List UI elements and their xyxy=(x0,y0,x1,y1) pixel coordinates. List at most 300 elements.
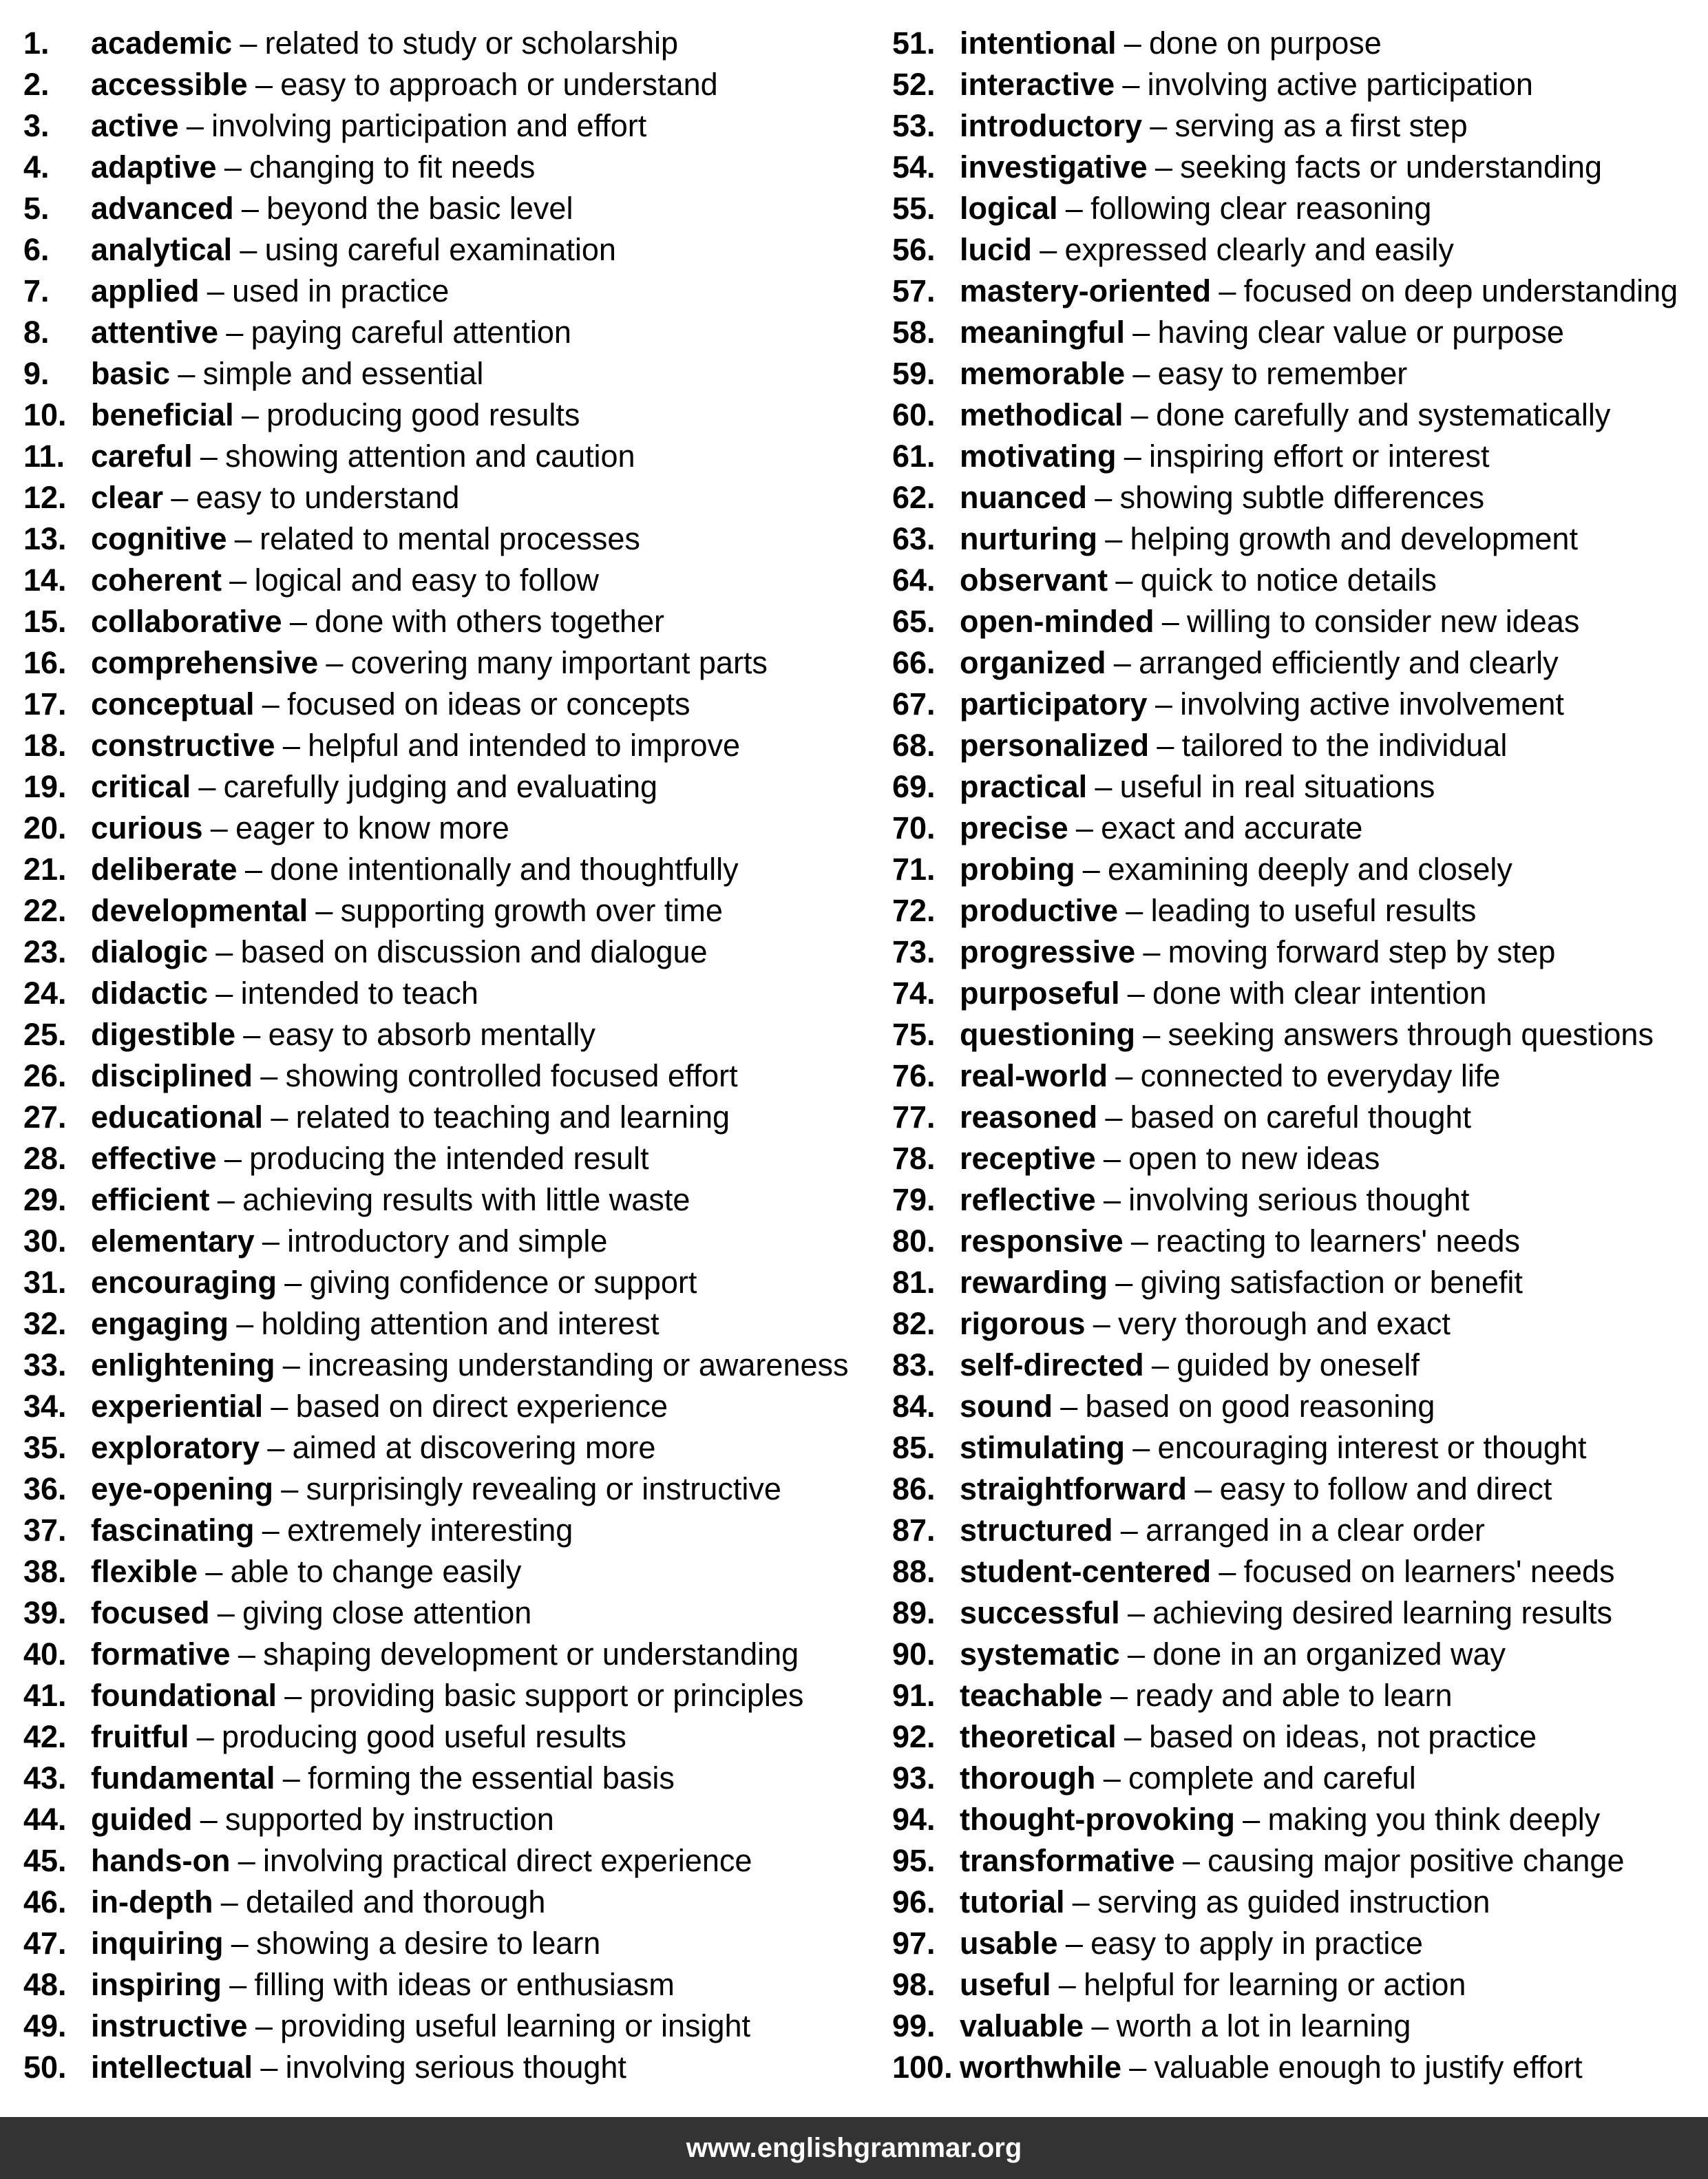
list-item xyxy=(23,766,877,808)
entry-word: digestible xyxy=(91,1017,236,1052)
entry-separator: – xyxy=(1095,480,1113,515)
entry-separator: – xyxy=(217,1595,235,1630)
entry-number: 89. xyxy=(892,1595,936,1630)
entry-definition: done carefully and systematically xyxy=(1156,397,1611,432)
entry-number: 66. xyxy=(892,645,936,680)
entry-number: 15. xyxy=(23,604,67,639)
entry-separator: – xyxy=(1132,315,1150,350)
entry-definition: achieving results with little waste xyxy=(242,1182,690,1217)
entry-definition: making you think deeply xyxy=(1267,1802,1601,1837)
entry-definition: using careful examination xyxy=(264,232,616,267)
entry-number: 13. xyxy=(23,521,67,556)
list-item xyxy=(892,1551,1708,1592)
entry-number: 54. xyxy=(892,149,936,185)
entry-definition: aimed at discovering more xyxy=(292,1430,656,1465)
list-item xyxy=(892,1262,1708,1303)
entry-definition: logical and easy to follow xyxy=(254,562,599,598)
entry-number: 27. xyxy=(23,1099,67,1135)
footer-bar xyxy=(0,2117,1708,2179)
entry-separator: – xyxy=(243,1017,261,1052)
list-item xyxy=(23,1716,877,1758)
entry-definition: supported by instruction xyxy=(225,1802,554,1837)
list-item xyxy=(892,766,1708,808)
entry-word: instructive xyxy=(91,2008,248,2043)
entry-definition: extremely interesting xyxy=(287,1513,573,1548)
list-item xyxy=(892,229,1708,271)
entry-definition: giving confidence or support xyxy=(309,1265,697,1300)
entry-number: 94. xyxy=(892,1802,936,1837)
entry-number: 16. xyxy=(23,645,67,680)
entry-separator: – xyxy=(205,1554,223,1589)
list-item xyxy=(23,1014,877,1055)
list-item xyxy=(892,1592,1708,1634)
list-item xyxy=(892,890,1708,931)
entry-separator: – xyxy=(1127,1636,1145,1672)
list-item xyxy=(23,808,877,849)
list-item xyxy=(892,1097,1708,1138)
entry-number: 72. xyxy=(892,893,936,928)
list-item xyxy=(23,601,877,642)
list-item xyxy=(892,1964,1708,2006)
entry-separator: – xyxy=(231,1926,249,1961)
list-item xyxy=(892,1510,1708,1551)
list-item xyxy=(892,2006,1708,2047)
list-item xyxy=(892,808,1708,849)
list-item xyxy=(23,105,877,147)
entry-number: 48. xyxy=(23,1967,67,2002)
entry-word: developmental xyxy=(91,893,308,928)
entry-definition: encouraging interest or thought xyxy=(1157,1430,1587,1465)
entry-word: educational xyxy=(91,1099,264,1135)
entry-separator: – xyxy=(1105,521,1123,556)
list-item xyxy=(23,931,877,973)
entry-definition: paying careful attention xyxy=(251,315,571,350)
entry-number: 50. xyxy=(23,2050,67,2085)
list-item xyxy=(23,1634,877,1675)
entry-definition: showing controlled focused effort xyxy=(285,1058,738,1093)
entry-word: precise xyxy=(960,810,1068,845)
entry-number: 91. xyxy=(892,1678,936,1713)
entry-number: 18. xyxy=(23,728,67,763)
entry-word: accessible xyxy=(91,67,248,102)
list-item xyxy=(23,1551,877,1592)
entry-number: 10. xyxy=(23,397,67,432)
entry-number: 56. xyxy=(892,232,936,267)
entry-separator: – xyxy=(1126,893,1143,928)
entry-definition: very thorough and exact xyxy=(1118,1306,1451,1341)
entry-number: 21. xyxy=(23,852,67,887)
entry-definition: involving serious thought xyxy=(1128,1182,1470,1217)
entry-separator: – xyxy=(1150,108,1168,143)
entry-word: self-directed xyxy=(960,1347,1144,1382)
entry-number: 70. xyxy=(892,810,936,845)
entry-number: 68. xyxy=(892,728,936,763)
entry-word: introductory xyxy=(960,108,1142,143)
entry-definition: focused on deep understanding xyxy=(1243,273,1678,308)
entry-number: 23. xyxy=(23,934,67,969)
list-item xyxy=(892,1469,1708,1510)
entry-number: 26. xyxy=(23,1058,67,1093)
entry-separator: – xyxy=(198,769,216,804)
entry-word: adaptive xyxy=(91,149,217,185)
list-item xyxy=(892,2047,1708,2088)
entry-number: 8. xyxy=(23,315,50,350)
entry-word: lucid xyxy=(960,232,1033,267)
entry-word: open-minded xyxy=(960,604,1155,639)
entry-word: methodical xyxy=(960,397,1124,432)
entry-number: 76. xyxy=(892,1058,936,1093)
entry-number: 51. xyxy=(892,25,936,61)
entry-word: deliberate xyxy=(91,852,238,887)
entry-word: reflective xyxy=(960,1182,1096,1217)
entry-number: 82. xyxy=(892,1306,936,1341)
entry-definition: giving satisfaction or benefit xyxy=(1140,1265,1523,1300)
entry-separator: – xyxy=(1155,686,1172,722)
list-item xyxy=(23,1510,877,1551)
entry-separator: – xyxy=(1095,769,1113,804)
entry-word: active xyxy=(91,108,179,143)
entry-definition: covering many important parts xyxy=(350,645,768,680)
entry-word: personalized xyxy=(960,728,1150,763)
entry-definition: guided by oneself xyxy=(1177,1347,1420,1382)
entry-definition: easy to understand xyxy=(196,480,460,515)
entry-word: basic xyxy=(91,356,171,391)
entry-definition: involving active participation xyxy=(1147,67,1533,102)
entry-number: 7. xyxy=(23,273,50,308)
entry-number: 44. xyxy=(23,1802,67,1837)
entry-separator: – xyxy=(210,810,228,845)
entry-separator: – xyxy=(262,686,280,722)
entry-word: efficient xyxy=(91,1182,210,1217)
entry-word: conceptual xyxy=(91,686,255,722)
entry-word: hands-on xyxy=(91,1843,231,1878)
entry-number: 5. xyxy=(23,191,50,226)
entry-separator: – xyxy=(200,439,218,474)
entry-word: useful xyxy=(960,1967,1051,2002)
entry-definition: producing the intended result xyxy=(249,1141,649,1176)
entry-word: attentive xyxy=(91,315,219,350)
list-item xyxy=(23,2006,877,2047)
entry-definition: showing attention and caution xyxy=(225,439,635,474)
entry-word: fascinating xyxy=(91,1513,255,1548)
entry-separator: – xyxy=(1127,1595,1145,1630)
entry-number: 57. xyxy=(892,273,936,308)
entry-word: straightforward xyxy=(960,1471,1188,1506)
entry-number: 20. xyxy=(23,810,67,845)
entry-separator: – xyxy=(171,480,189,515)
entry-number: 12. xyxy=(23,480,67,515)
entry-definition: focused on ideas or concepts xyxy=(287,686,690,722)
entry-definition: beyond the basic level xyxy=(266,191,573,226)
entry-definition: intended to teach xyxy=(240,976,478,1011)
entry-word: intentional xyxy=(960,25,1117,61)
entry-word: rigorous xyxy=(960,1306,1086,1341)
entry-separator: – xyxy=(1058,1967,1076,2002)
entry-definition: involving participation and effort xyxy=(211,108,647,143)
entry-definition: open to new ideas xyxy=(1128,1141,1380,1176)
entry-definition: worth a lot in learning xyxy=(1116,2008,1411,2043)
entry-number: 25. xyxy=(23,1017,67,1052)
entry-number: 22. xyxy=(23,893,67,928)
entry-separator: – xyxy=(224,149,242,185)
list-item xyxy=(23,64,877,105)
list-item xyxy=(892,23,1708,64)
entry-number: 30. xyxy=(23,1223,67,1259)
entry-definition: involving active involvement xyxy=(1180,686,1564,722)
entry-word: in-depth xyxy=(91,1884,213,1919)
entry-separator: – xyxy=(1040,232,1057,267)
entry-word: participatory xyxy=(960,686,1148,722)
list-item xyxy=(892,394,1708,436)
entry-definition: easy to remember xyxy=(1157,356,1408,391)
list-item xyxy=(892,105,1708,147)
entry-word: collaborative xyxy=(91,604,282,639)
entry-word: mastery-oriented xyxy=(960,273,1212,308)
list-item xyxy=(892,1427,1708,1469)
entry-separator: – xyxy=(1075,810,1093,845)
entry-word: valuable xyxy=(960,2008,1084,2043)
entry-word: focused xyxy=(91,1595,210,1630)
list-item xyxy=(23,1964,877,2006)
entry-word: teachable xyxy=(960,1678,1103,1713)
entry-number: 55. xyxy=(892,191,936,226)
list-item xyxy=(892,1882,1708,1923)
entry-definition: done with clear intention xyxy=(1152,976,1487,1011)
list-item xyxy=(23,1799,877,1840)
list-item xyxy=(892,1386,1708,1427)
entry-number: 3. xyxy=(23,108,50,143)
entry-separator: – xyxy=(1219,273,1236,308)
entry-separator: – xyxy=(215,976,233,1011)
entry-definition: tailored to the individual xyxy=(1181,728,1508,763)
entry-word: fruitful xyxy=(91,1719,189,1754)
entry-word: disciplined xyxy=(91,1058,253,1093)
entry-separator: – xyxy=(1219,1554,1236,1589)
entry-number: 40. xyxy=(23,1636,67,1672)
entry-separator: – xyxy=(1127,976,1145,1011)
entry-number: 73. xyxy=(892,934,936,969)
entry-separator: – xyxy=(284,1265,302,1300)
list-item xyxy=(23,1758,877,1799)
entry-word: receptive xyxy=(960,1141,1096,1176)
entry-word: clear xyxy=(91,480,164,515)
entry-definition: producing good results xyxy=(266,397,580,432)
entry-definition: expressed clearly and easily xyxy=(1064,232,1454,267)
list-item xyxy=(892,642,1708,684)
entry-word: structured xyxy=(960,1513,1113,1548)
entry-number: 60. xyxy=(892,397,936,432)
entry-separator: – xyxy=(262,1223,280,1259)
entry-word: eye-opening xyxy=(91,1471,274,1506)
entry-number: 53. xyxy=(892,108,936,143)
entry-number: 88. xyxy=(892,1554,936,1589)
entry-number: 35. xyxy=(23,1430,67,1465)
entry-separator: – xyxy=(1120,1513,1138,1548)
list-item xyxy=(892,477,1708,518)
entry-word: beneficial xyxy=(91,397,234,432)
entry-separator: – xyxy=(1124,1719,1141,1754)
entry-word: stimulating xyxy=(960,1430,1126,1465)
entry-separator: – xyxy=(226,315,244,350)
list-item xyxy=(892,312,1708,353)
list-item xyxy=(23,394,877,436)
entry-word: motivating xyxy=(960,439,1117,474)
entry-number: 11. xyxy=(23,439,65,474)
list-item xyxy=(892,725,1708,766)
entry-number: 71. xyxy=(892,852,936,887)
list-item xyxy=(23,1055,877,1097)
entry-number: 59. xyxy=(892,356,936,391)
entry-word: sound xyxy=(960,1389,1053,1424)
entry-separator: – xyxy=(1129,2050,1147,2085)
list-item xyxy=(892,973,1708,1014)
entry-word: practical xyxy=(960,769,1088,804)
entry-separator: – xyxy=(1182,1843,1200,1878)
entry-separator: – xyxy=(1113,645,1131,680)
entry-separator: – xyxy=(1072,1884,1090,1919)
entry-number: 52. xyxy=(892,67,936,102)
entry-number: 49. xyxy=(23,2008,67,2043)
entry-word: productive xyxy=(960,893,1119,928)
list-item xyxy=(23,23,877,64)
entry-definition: done with others together xyxy=(315,604,664,639)
entry-number: 83. xyxy=(892,1347,936,1382)
list-item xyxy=(892,353,1708,394)
entry-separator: – xyxy=(282,1347,300,1382)
entry-separator: – xyxy=(229,562,247,598)
entry-separator: – xyxy=(240,232,257,267)
entry-word: investigative xyxy=(960,149,1148,185)
entry-definition: complete and careful xyxy=(1128,1760,1416,1796)
list-item xyxy=(23,229,877,271)
entry-separator: – xyxy=(1130,397,1148,432)
entry-separator: – xyxy=(1157,728,1174,763)
entry-definition: leading to useful results xyxy=(1150,893,1477,928)
entry-number: 93. xyxy=(892,1760,936,1796)
entry-separator: – xyxy=(1132,356,1150,391)
entry-word: responsive xyxy=(960,1223,1124,1259)
entry-definition: surprisingly revealing or instructive xyxy=(306,1471,781,1506)
entry-number: 42. xyxy=(23,1719,67,1754)
list-item xyxy=(23,890,877,931)
list-item xyxy=(23,849,877,890)
entry-definition: easy to absorb mentally xyxy=(268,1017,595,1052)
entry-number: 45. xyxy=(23,1843,67,1878)
list-item xyxy=(892,1179,1708,1221)
entry-separator: – xyxy=(1132,1430,1150,1465)
entry-number: 86. xyxy=(892,1471,936,1506)
entry-word: encouraging xyxy=(91,1265,277,1300)
entry-definition: related to study or scholarship xyxy=(264,25,678,61)
list-item xyxy=(892,1634,1708,1675)
entry-definition: involving serious thought xyxy=(285,2050,626,2085)
entry-definition: useful in real situations xyxy=(1119,769,1435,804)
entry-number: 64. xyxy=(892,562,936,598)
list-item xyxy=(23,436,877,477)
entry-number: 36. xyxy=(23,1471,67,1506)
entry-number: 78. xyxy=(892,1141,936,1176)
entry-definition: serving as guided instruction xyxy=(1097,1884,1490,1919)
entry-separator: – xyxy=(1115,562,1133,598)
entry-separator: – xyxy=(1065,191,1083,226)
entry-separator: – xyxy=(178,356,196,391)
entry-word: critical xyxy=(91,769,191,804)
entry-number: 79. xyxy=(892,1182,936,1217)
entry-word: cognitive xyxy=(91,521,227,556)
entry-definition: showing subtle differences xyxy=(1119,480,1485,515)
entry-number: 9. xyxy=(23,356,50,391)
entry-separator: – xyxy=(282,728,300,763)
list-item xyxy=(23,1675,877,1716)
list-item xyxy=(892,560,1708,601)
entry-definition: carefully judging and evaluating xyxy=(223,769,658,804)
entry-definition: involving practical direct experience xyxy=(263,1843,752,1878)
entry-separator: – xyxy=(1143,1017,1161,1052)
entry-separator: – xyxy=(281,1471,299,1506)
entry-number: 63. xyxy=(892,521,936,556)
list-item xyxy=(892,931,1708,973)
entry-definition: related to teaching and learning xyxy=(295,1099,730,1135)
list-item xyxy=(892,1923,1708,1964)
entry-number: 90. xyxy=(892,1636,936,1672)
list-item xyxy=(23,1923,877,1964)
entry-definition: giving close attention xyxy=(242,1595,532,1630)
entry-number: 97. xyxy=(892,1926,936,1961)
entry-separator: – xyxy=(1194,1471,1212,1506)
entry-number: 92. xyxy=(892,1719,936,1754)
entry-word: systematic xyxy=(960,1636,1120,1672)
entry-number: 31. xyxy=(23,1265,67,1300)
entry-number: 33. xyxy=(23,1347,67,1382)
entry-separator: – xyxy=(1124,439,1141,474)
entry-definition: supporting growth over time xyxy=(340,893,723,928)
entry-definition: providing basic support or principles xyxy=(309,1678,804,1713)
entry-definition: helping growth and development xyxy=(1130,521,1578,556)
list-item xyxy=(23,1097,877,1138)
list-item xyxy=(23,725,877,766)
entry-separator: – xyxy=(207,273,224,308)
entry-separator: – xyxy=(1243,1802,1261,1837)
entry-word: advanced xyxy=(91,191,234,226)
entry-definition: increasing understanding or awareness xyxy=(308,1347,849,1382)
entry-number: 62. xyxy=(892,480,936,515)
entry-number: 37. xyxy=(23,1513,67,1548)
entry-separator: – xyxy=(284,1678,302,1713)
entry-number: 28. xyxy=(23,1141,67,1176)
entry-number: 81. xyxy=(892,1265,936,1300)
entry-word: questioning xyxy=(960,1017,1135,1052)
entry-separator: – xyxy=(236,1306,254,1341)
entry-word: experiential xyxy=(91,1389,264,1424)
entry-word: observant xyxy=(960,562,1108,598)
entry-separator: – xyxy=(260,2050,278,2085)
entry-separator: – xyxy=(1060,1389,1078,1424)
list-item xyxy=(892,436,1708,477)
entry-definition: causing major positive change xyxy=(1208,1843,1625,1878)
entry-separator: – xyxy=(244,852,262,887)
entry-definition: producing good useful results xyxy=(221,1719,626,1754)
list-item xyxy=(23,1303,877,1345)
list-item xyxy=(23,560,877,601)
entry-word: formative xyxy=(91,1636,231,1672)
entry-definition: filling with ideas or enthusiasm xyxy=(254,1967,675,2002)
list-item xyxy=(892,1055,1708,1097)
entry-definition: detailed and thorough xyxy=(245,1884,546,1919)
entry-word: exploratory xyxy=(91,1430,260,1465)
entry-definition: helpful for learning or action xyxy=(1084,1967,1466,2002)
entry-separator: – xyxy=(241,397,259,432)
word-list-left-column xyxy=(23,23,877,2088)
